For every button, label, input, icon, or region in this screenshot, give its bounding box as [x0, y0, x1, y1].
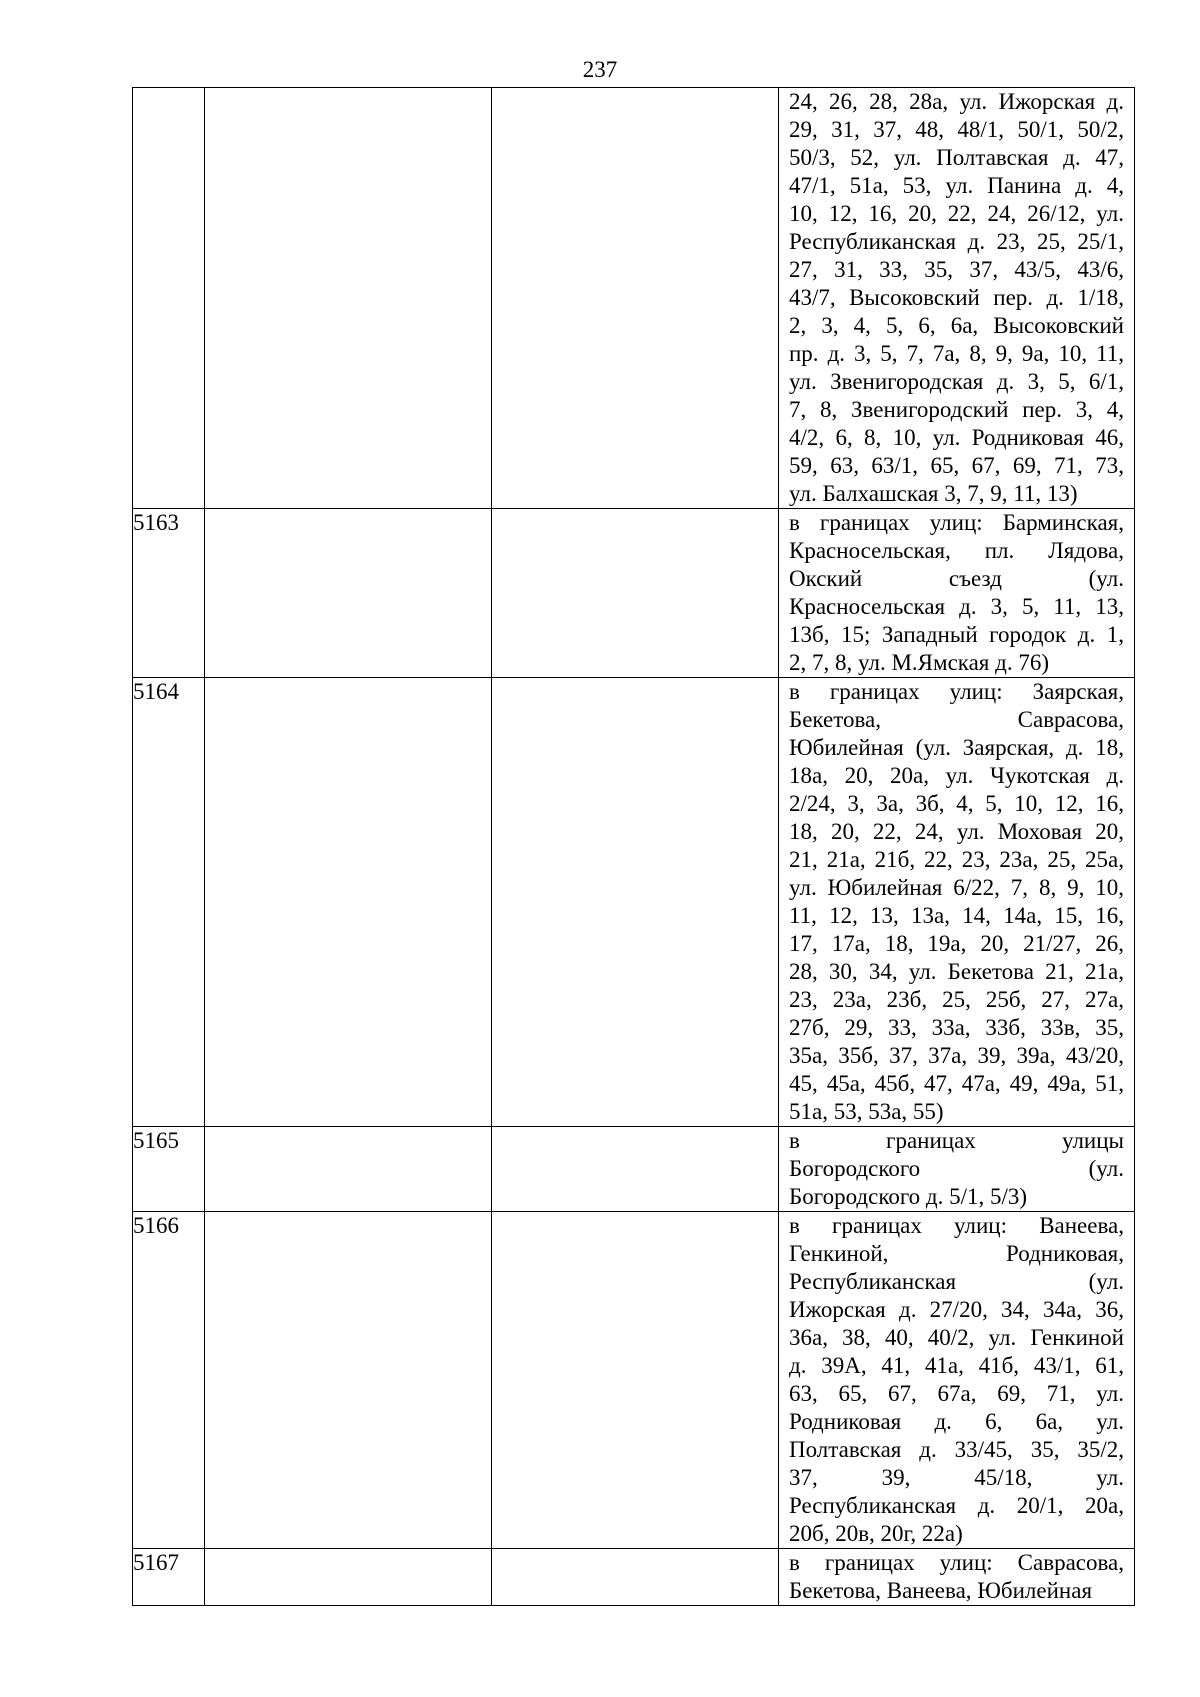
address-line: Бекетова, Саврасова, — [789, 707, 1124, 732]
address-line: 47/1, 51а, 53, ул. Панина д. 4, — [789, 173, 1124, 198]
table-body — [133, 88, 1135, 1606]
address-line: Ижорская д. 27/20, 34, 34а, 36, — [789, 1297, 1124, 1322]
address-line: 24, 26, 28, 28а, ул. Ижорская д. — [789, 89, 1124, 114]
address-line: Красносельская д. 3, 5, 11, 13, — [789, 594, 1124, 619]
address-line: 11, 12, 13, 13а, 14, 14а, 15, 16, — [789, 903, 1124, 928]
address-line: Богородского д. 5/1, 5/3) — [789, 1184, 1028, 1209]
address-line: 2, 7, 8, ул. М.Ямская д. 76) — [789, 650, 1049, 675]
empty-cell-c — [492, 509, 779, 678]
district-number-cell — [133, 88, 205, 509]
empty-cell-c — [492, 1549, 779, 1606]
address-boundary-text — [779, 1212, 1134, 1548]
empty-cell-b — [205, 678, 492, 1127]
address-line: Республиканская (ул. — [789, 1269, 1124, 1294]
empty-cell-b — [205, 1212, 492, 1549]
address-line: пр. д. 3, 5, 7, 7а, 8, 9, 9а, 10, 11, — [789, 341, 1124, 366]
table-row — [133, 88, 1135, 509]
address-line: 29, 31, 37, 48, 48/1, 50/1, 50/2, — [789, 117, 1124, 142]
district-number-cell: 5167 — [133, 1549, 205, 1606]
address-line: Красносельская, пл. Лядова, — [789, 538, 1124, 563]
empty-cell-b — [205, 509, 492, 678]
empty-cell-b — [205, 1549, 492, 1606]
address-line: в границах улиц: Ванеева, — [789, 1213, 1124, 1238]
address-line: 45, 45а, 45б, 47, 47а, 49, 49а, 51, — [789, 1071, 1124, 1096]
address-line: 43/7, Высоковский пер. д. 1/18, — [789, 285, 1124, 310]
address-line: Окский съезд (ул. — [789, 566, 1124, 591]
address-boundary-cell — [779, 88, 1135, 509]
empty-cell-c — [492, 678, 779, 1127]
address-line: д. 39А, 41, 41а, 41б, 43/1, 61, — [789, 1353, 1124, 1378]
address-line: Республиканская д. 23, 25, 25/1, — [789, 229, 1124, 254]
address-line: 13б, 15; Западный городок д. 1, — [789, 622, 1124, 647]
address-boundary-cell — [779, 1212, 1135, 1549]
address-boundary-cell — [779, 1549, 1135, 1606]
address-line: в границах улиц: Заярская, — [789, 679, 1124, 704]
polling-district-table — [132, 87, 1135, 1606]
table-row — [133, 1212, 1135, 1549]
address-line: в границах улиц: Саврасова, — [789, 1550, 1124, 1575]
address-line: 37, 39, 45/18, ул. — [789, 1465, 1124, 1490]
address-line: 28, 30, 34, ул. Бекетова 21, 21а, — [789, 959, 1124, 984]
table-row — [133, 1127, 1135, 1212]
address-line: 20б, 20в, 20г, 22а) — [789, 1521, 963, 1546]
address-line: 63, 65, 67, 67а, 69, 71, ул. — [789, 1381, 1124, 1406]
district-number-cell: 5163 — [133, 509, 205, 678]
address-boundary-text — [779, 88, 1134, 508]
district-number-cell: 5164 — [133, 678, 205, 1127]
address-boundary-cell — [779, 1127, 1135, 1212]
address-line: 27, 31, 33, 35, 37, 43/5, 43/6, — [789, 257, 1124, 282]
empty-cell-c — [492, 1212, 779, 1549]
empty-cell-b — [205, 1127, 492, 1212]
district-number-cell: 5165 — [133, 1127, 205, 1212]
address-line: Родниковая д. 6, 6а, ул. — [789, 1409, 1124, 1434]
address-boundary-cell — [779, 678, 1135, 1127]
address-line: 35а, 35б, 37, 37а, 39, 39а, 43/20, — [789, 1043, 1124, 1068]
address-line: 18, 20, 22, 24, ул. Моховая 20, — [789, 819, 1124, 844]
address-line: 21, 21а, 21б, 22, 23, 23а, 25, 25а, — [789, 847, 1124, 872]
address-line: 7, 8, Звенигородский пер. 3, 4, — [789, 397, 1124, 422]
address-line: Республиканская д. 20/1, 20а, — [789, 1493, 1124, 1518]
table-row — [133, 1549, 1135, 1606]
address-line: 18а, 20, 20а, ул. Чукотская д. — [789, 763, 1124, 788]
address-line: ул. Балхашская 3, 7, 9, 11, 13) — [789, 481, 1078, 506]
address-line: Юбилейная (ул. Заярская, д. 18, — [789, 735, 1124, 760]
address-line: 27б, 29, 33, 33а, 33б, 33в, 35, — [789, 1015, 1124, 1040]
district-number-cell: 5166 — [133, 1212, 205, 1549]
address-line: 2, 3, 4, 5, 6, 6а, Высоковский — [789, 313, 1124, 338]
address-boundary-text — [779, 678, 1134, 1126]
table-row — [133, 509, 1135, 678]
address-line: 51а, 53, 53а, 55) — [789, 1099, 944, 1124]
address-line: ул. Юбилейная 6/22, 7, 8, 9, 10, — [789, 875, 1124, 900]
table-row — [133, 678, 1135, 1127]
address-line: Бекетова, Ванеева, Юбилейная — [789, 1578, 1093, 1603]
address-line: 23, 23а, 23б, 25, 25б, 27, 27а, — [789, 987, 1124, 1012]
address-boundary-text — [779, 1549, 1134, 1605]
address-boundary-cell — [779, 509, 1135, 678]
address-line: 50/3, 52, ул. Полтавская д. 47, — [789, 145, 1124, 170]
address-line: в границах улицы — [789, 1128, 1124, 1153]
address-line: ул. Звенигородская д. 3, 5, 6/1, — [789, 369, 1124, 394]
address-line: 10, 12, 16, 20, 22, 24, 26/12, ул. — [789, 201, 1124, 226]
address-line: Генкиной, Родниковая, — [789, 1241, 1124, 1266]
empty-cell-b — [205, 88, 492, 509]
address-line: Богородского (ул. — [789, 1156, 1124, 1181]
page-number: 237 — [582, 57, 618, 82]
address-boundary-text — [779, 1127, 1134, 1211]
address-line: 59, 63, 63/1, 65, 67, 69, 71, 73, — [789, 453, 1124, 478]
address-line: 4/2, 6, 8, 10, ул. Родниковая 46, — [789, 425, 1124, 450]
address-line: 2/24, 3, 3а, 3б, 4, 5, 10, 12, 16, — [789, 791, 1124, 816]
empty-cell-c — [492, 88, 779, 509]
address-line: в границах улиц: Барминская, — [789, 510, 1124, 535]
address-line: 17, 17а, 18, 19а, 20, 21/27, 26, — [789, 931, 1124, 956]
address-boundary-text — [779, 509, 1134, 677]
empty-cell-c — [492, 1127, 779, 1212]
address-line: Полтавская д. 33/45, 35, 35/2, — [789, 1437, 1124, 1462]
address-line: 36а, 38, 40, 40/2, ул. Генкиной — [789, 1325, 1124, 1350]
